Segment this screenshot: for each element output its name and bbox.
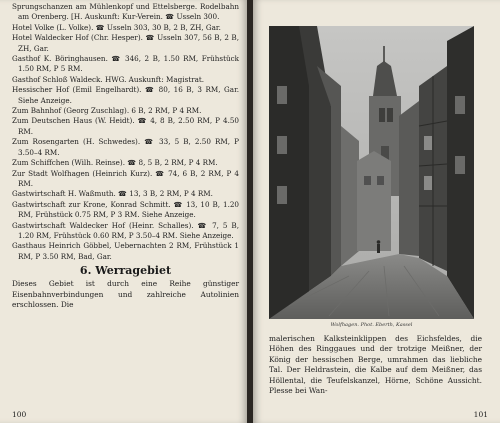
listing-entry: Gastwirtschaft H. Waßmuth. ☎ 13, 3 B, 2 RM, P 4 RM. <box>12 189 213 199</box>
section-heading: 6. Werragebiet <box>79 264 172 278</box>
listing-entry: Hotel Waldecker Hof (Chr. Hesper). ☎ Usseln 307, 56 B, 2 B, ZH, Gar. <box>12 33 239 53</box>
page-number-right: 101 <box>473 410 488 419</box>
listing-entry: Zur Stadt Wolfhagen (Heinrich Kurz). ☎ 74, 6 B, 2 RM, P 4 RM. <box>12 168 239 188</box>
listing-entry: Gasthof Schloß Waldeck. HWG. Auskunft: Magistrat. <box>12 74 205 84</box>
listing-entry: Zum Bahnhof (Georg Zuschlag). 6 B, 2 RM, P 4 RM. <box>12 106 202 116</box>
listing-entry: Zum Deutschen Haus (W. Heidt). ☎ 4, 8 B, 2.50 RM, P 4.50 RM. <box>12 116 239 136</box>
listing-entry: Zum Schiffchen (Wilh. Reinse). ☎ 8, 5 B, 2 RM, P 4 RM. <box>12 158 218 168</box>
town-street-photo <box>269 26 474 319</box>
body-text: malerischen Kalksteinklippen des Eichsfeldes, die Höhen des Ringgaues und der trotzige Meißner, der König der hessischen Berge, umrahmen das liebliche Tal. Der Heldrastein, die Kalbe auf dem Meißner, das Höllental, die Teufelskanzel, Hörne, Schöne Aussicht. Plesse bei Wan- <box>269 334 482 396</box>
listing-entry: Gastwirtschaft Waldecker Hof (Heinr. Schalles). ☎ 7, 5 B, 1.20 RM, Frühstück 0.60 RM, P 3.50–4 RM. Siehe Anzeige. <box>12 220 239 240</box>
listing-entry: Sprungschanzen am Mühlenkopf und Ettelsberge. Rodelbahn am Orenberg. [H. Auskunft: Kur-Verein. ☎ Usseln 300. <box>12 2 239 22</box>
right-page <box>253 0 500 423</box>
photo-caption: Wolfhagen. Phot. Eberth, Kassel <box>330 322 413 328</box>
listing-entry: Gasthof K. Böringhausen. ☎ 346, 2 B, 1.50 RM, Frühstück 1.50 RM, P 5 RM. <box>12 54 239 74</box>
page-number-left: 100 <box>12 410 27 419</box>
left-page <box>0 0 247 423</box>
listing-entry: Gastwirtschaft zur Krone, Konrad Schmitt. ☎ 13, 10 B, 1.20 RM, Frühstück 0.75 RM, P 3 RM. Siehe Anzeige. <box>12 199 239 220</box>
listing-entry: Hessischer Hof (Emil Engelhardt). ☎ 80, 16 B, 3 RM, Gar. Siehe Anzeige. <box>12 85 239 105</box>
listing-entry: Zum Rosengarten (H. Schwedes). ☎ 33, 5 B, 2.50 RM, P 3.50–4 RM. <box>12 137 239 157</box>
listing-entry: Hotel Volke (L. Volke). ☎ Usseln 303, 30 B, 2 B, ZH, Gar. <box>12 22 221 32</box>
section-intro-text: Dieses Gebiet ist durch eine Reihe günstiger Eisenbahnverbindungen und zahlreiche Autolinien erschlossen. Die <box>12 279 239 309</box>
listing-entry: Gasthaus Heinrich Göbbel, Uebernachten 2 RM, Frühstück 1 RM, P 3.50 RM, Bad, Gar. <box>12 241 239 261</box>
listing-entries <box>12 2 239 310</box>
